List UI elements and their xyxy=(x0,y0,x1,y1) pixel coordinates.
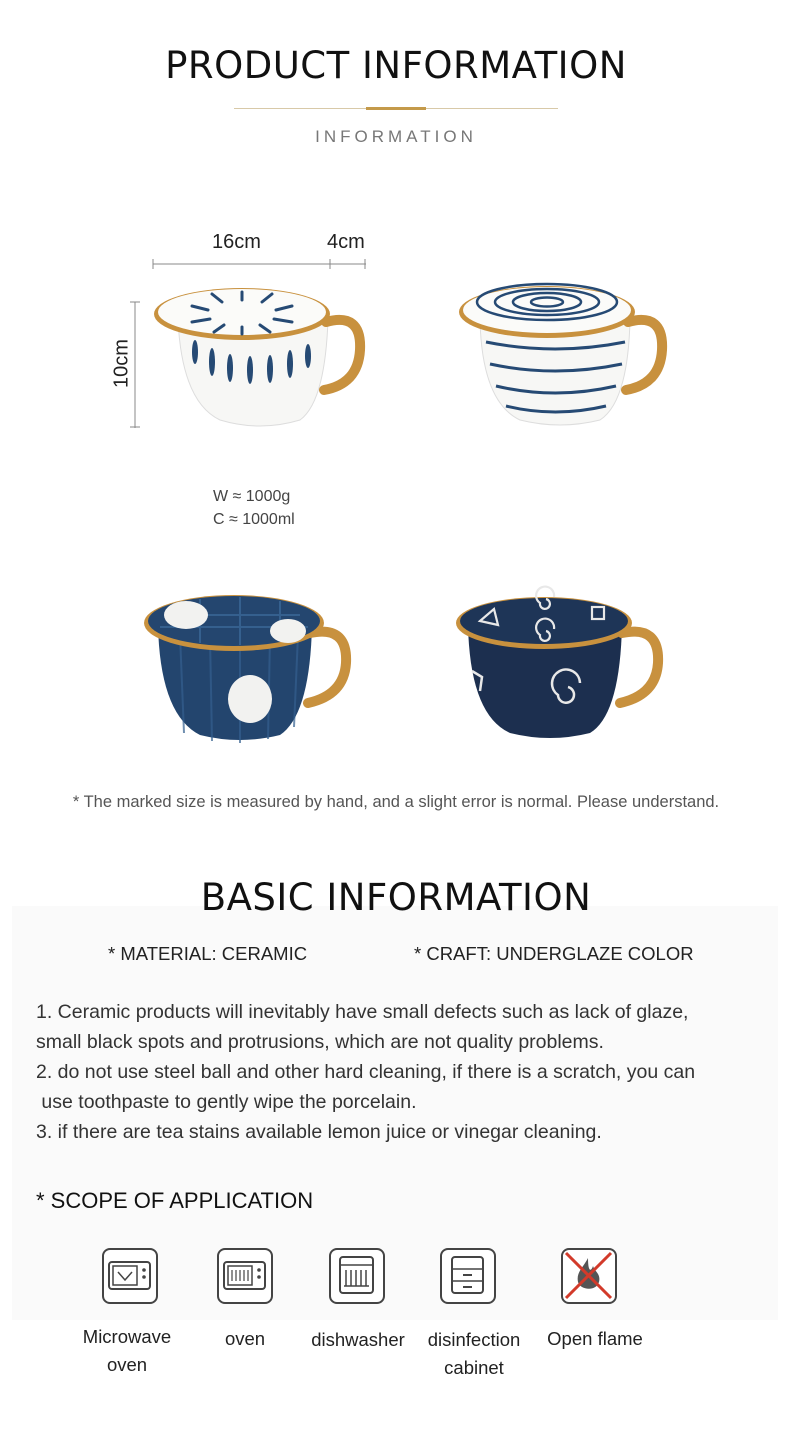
scope-label-open-flame: Open flame xyxy=(547,1328,643,1349)
scope-label-oven: oven xyxy=(224,1328,266,1349)
material-label: * MATERIAL: CERAMIC xyxy=(108,943,308,964)
page-subtitle: INFORMATION xyxy=(315,127,477,146)
care-line-1: 1. Ceramic products will inevitably have small defects such as lack of glaze, xyxy=(36,1001,689,1023)
title-divider-accent xyxy=(366,107,426,110)
scope-title: * SCOPE OF APPLICATION xyxy=(36,1188,314,1213)
dishwasher-icon xyxy=(329,1248,385,1304)
measurement-note: * The marked size is measured by hand, and a slight error is normal. Please understand. xyxy=(72,793,720,811)
scope-label-disinfection-cabinet: disinfection cabinet xyxy=(427,1329,521,1378)
height-dimension-label: 10cm xyxy=(110,339,133,388)
care-line-5: 3. if there are tea stains available lemon juice or vinegar cleaning. xyxy=(36,1121,602,1143)
oven-icon xyxy=(217,1248,273,1304)
care-line-2: small black spots and protrusions, which are not quality problems. xyxy=(36,1031,604,1053)
microwave-oven-icon xyxy=(102,1248,158,1304)
care-line-3: 2. do not use steel ball and other hard cleaning, if there is a scratch, you can xyxy=(36,1061,696,1083)
care-line-4: use toothpaste to gently wipe the porcelain. xyxy=(36,1091,417,1113)
page-title: PRODUCT INFORMATION xyxy=(165,44,627,87)
spiral-stripe-bowl xyxy=(450,272,670,432)
handle-dimension-label: 4cm xyxy=(327,231,365,253)
width-dimension-line xyxy=(150,258,370,272)
capacity-spec: C ≈ 1000ml xyxy=(213,511,295,528)
basic-info-title: BASIC INFORMATION xyxy=(200,876,592,919)
weight-spec: W ≈ 1000g xyxy=(213,488,291,505)
swirl-symbol-bowl xyxy=(450,585,670,745)
care-instructions xyxy=(36,997,766,1147)
open-flame-prohibited-icon xyxy=(561,1248,617,1304)
dot-plaid-bowl xyxy=(140,585,360,745)
width-dimension-label: 16cm xyxy=(212,231,261,253)
scope-label-microwave: Microwave oven xyxy=(82,1326,172,1375)
leaf-pattern-bowl xyxy=(150,272,370,432)
scope-label-dishwasher: dishwasher xyxy=(311,1329,405,1350)
craft-label: * CRAFT: UNDERGLAZE COLOR xyxy=(414,943,694,964)
disinfection-cabinet-icon xyxy=(440,1248,496,1304)
